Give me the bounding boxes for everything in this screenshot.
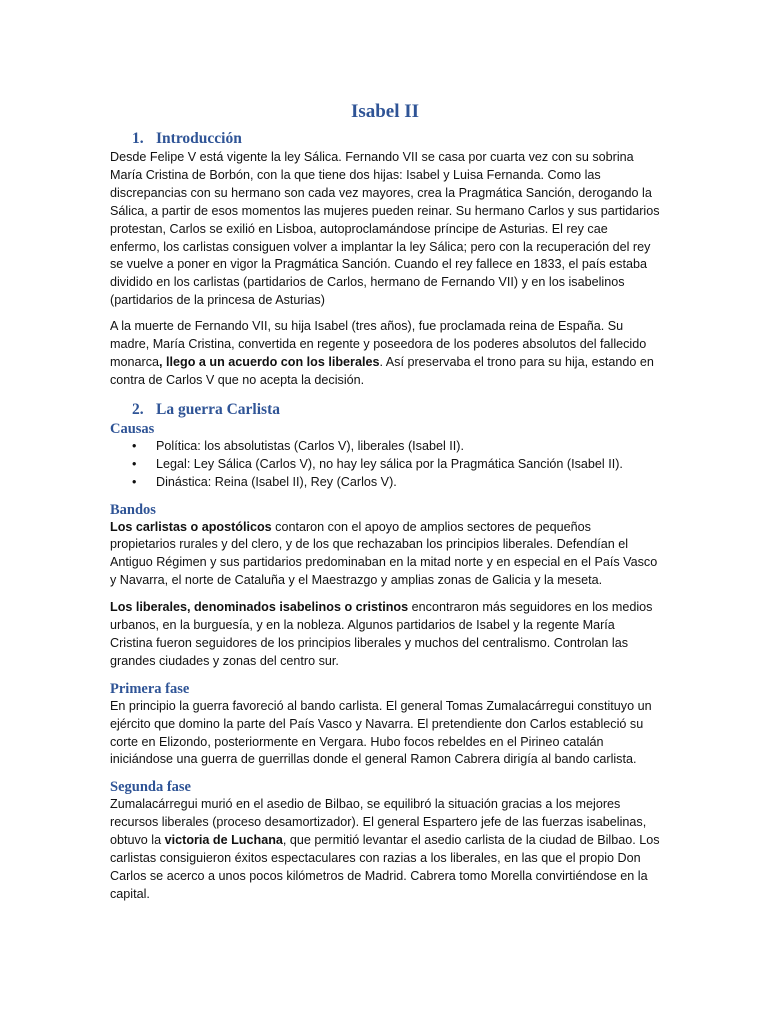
paragraph-segunda-fase bbox=[110, 796, 660, 903]
heading-primera-fase: Primera fase bbox=[110, 680, 190, 697]
paragraph-primera-fase: En principio la guerra favoreció al bando carlista. El general Tomas Zumalacárregui constituyo un ejército que domino la parte del País Vasco y Navarra. El pretendiente don Carlos estableció su corte en Elizondo, posteriormente en Vergara. Hubo focos rebeldes en el Pirineo catalán iniciándose una guerra de guerrillas donde el general Ramon Cabrera dirigía al bando carlista. bbox=[110, 698, 652, 767]
heading-text: Introducción bbox=[156, 130, 242, 147]
paragraph-bandos-2 bbox=[110, 599, 660, 671]
heading-number: 2. bbox=[132, 400, 144, 418]
bullet: • bbox=[132, 438, 137, 453]
list-item-text: Legal: Ley Sálica (Carlos V), no hay ley sálica por la Pragmática Sanción (Isabel II). bbox=[156, 456, 623, 471]
list-item bbox=[110, 438, 660, 456]
heading-causas: Causas bbox=[110, 420, 155, 437]
heading-segunda-fase: Segunda fase bbox=[110, 779, 191, 796]
heading-introduccion bbox=[110, 129, 660, 149]
paragraph-intro-2 bbox=[110, 318, 660, 390]
heading-bandos: Bandos bbox=[110, 501, 156, 518]
text: , que permitió levantar el asedio carlista de la ciudad de Bilbao. Los carlistas consiguieron éxitos espectaculares con razias a los liberales, en las que el propio Don Carlos se acerco a unos pocos kilómetros de Madrid. Cabrera tomo Morella convirtiéndose en la capital. bbox=[110, 833, 660, 901]
text: . Así preservaba el trono para su hija, estando en contra de Carlos V que no acepta la decisión. bbox=[110, 354, 654, 387]
list-item bbox=[110, 474, 660, 492]
document-title: Isabel II bbox=[350, 101, 420, 122]
paragraph-intro-1: Desde Felipe V está vigente la ley Sálica. Fernando VII se casa por cuarta vez con su sobrina María Cristina de Borbón, con la que tiene dos hijas: Isabel y Luisa Fernanda. Como las discrepancias con su hermano son cada vez mayores, crea la Pragmática Sanción, derogando la Sálica, a partir de esos momentos las mujeres pueden reinar. Su hermano Carlos y sus partidarios protestan, Carlos se exilió en Lisboa, autoproclamándose príncipe de Asturias. El rey cae enfermo, los carlistas consiguen volver a implantar la ley Sálica; pero con la recuperación del rey se vuelve a poner en vigor la Pragmática Sanción. Cuando el rey fallece en 1833, el país estaba dividido en los carlistas (partidarios de Carlos, hermano de Fernando VII) y en los isabelinos (partidarios de la princesa de Asturias) bbox=[110, 150, 660, 308]
heading-guerra-carlista bbox=[110, 400, 660, 420]
bold-text: Los carlistas o apostólicos bbox=[110, 519, 272, 534]
text: Zumalacárregui murió en el asedio de Bilbao, se equilibró la situación gracias a los mejores recursos liberales (proceso desamortizador). El general Espartero jefe de las fuerzas isabelinas, obtuvo la bbox=[110, 797, 647, 848]
bullet: • bbox=[132, 456, 137, 471]
text: A la muerte de Fernando VII, su hija Isabel (tres años), fue proclamada reina de España. Su madre, María Cristina, convertida en regente y poseedora de los poderes absolutos del fallecido monarca bbox=[110, 319, 647, 369]
document-page bbox=[110, 98, 660, 904]
heading-text: La guerra Carlista bbox=[156, 400, 280, 418]
bold-text: , llego a un acuerdo con los liberales bbox=[159, 354, 380, 369]
paragraph-bandos-1 bbox=[110, 519, 660, 591]
bullet: • bbox=[132, 474, 137, 489]
text: encontraron más seguidores en los medios urbanos, en la burguesía, y en la nobleza. Algunos partidarios de Isabel y la regente María Cristina fueron seguidores de los principios liberales y muchos del centralismo. Controlan las grandes ciudades y zonas del centro sur. bbox=[110, 600, 653, 668]
list-item-text: Política: los absolutistas (Carlos V), liberales (Isabel II). bbox=[156, 438, 464, 453]
text: contaron con el apoyo de amplios sectores de pequeños propietarios rurales y del clero, y de los que rechazaban los principios liberales. Defendían el Antiguo Régimen y sus partidarios predominaban en la mitad norte y en especial en el País Vasco y Navarra, el norte de Cataluña y el Maestrazgo y amplias zonas de Galicia y la meseta. bbox=[110, 519, 658, 588]
causas-list bbox=[110, 438, 660, 492]
heading-number: 1. bbox=[132, 130, 144, 147]
list-item bbox=[110, 456, 660, 474]
list-item-text: Dinástica: Reina (Isabel II), Rey (Carlos V). bbox=[156, 474, 397, 489]
bold-text: victoria de Luchana bbox=[164, 833, 283, 848]
bold-text: Los liberales, denominados isabelinos o cristinos bbox=[110, 600, 409, 615]
